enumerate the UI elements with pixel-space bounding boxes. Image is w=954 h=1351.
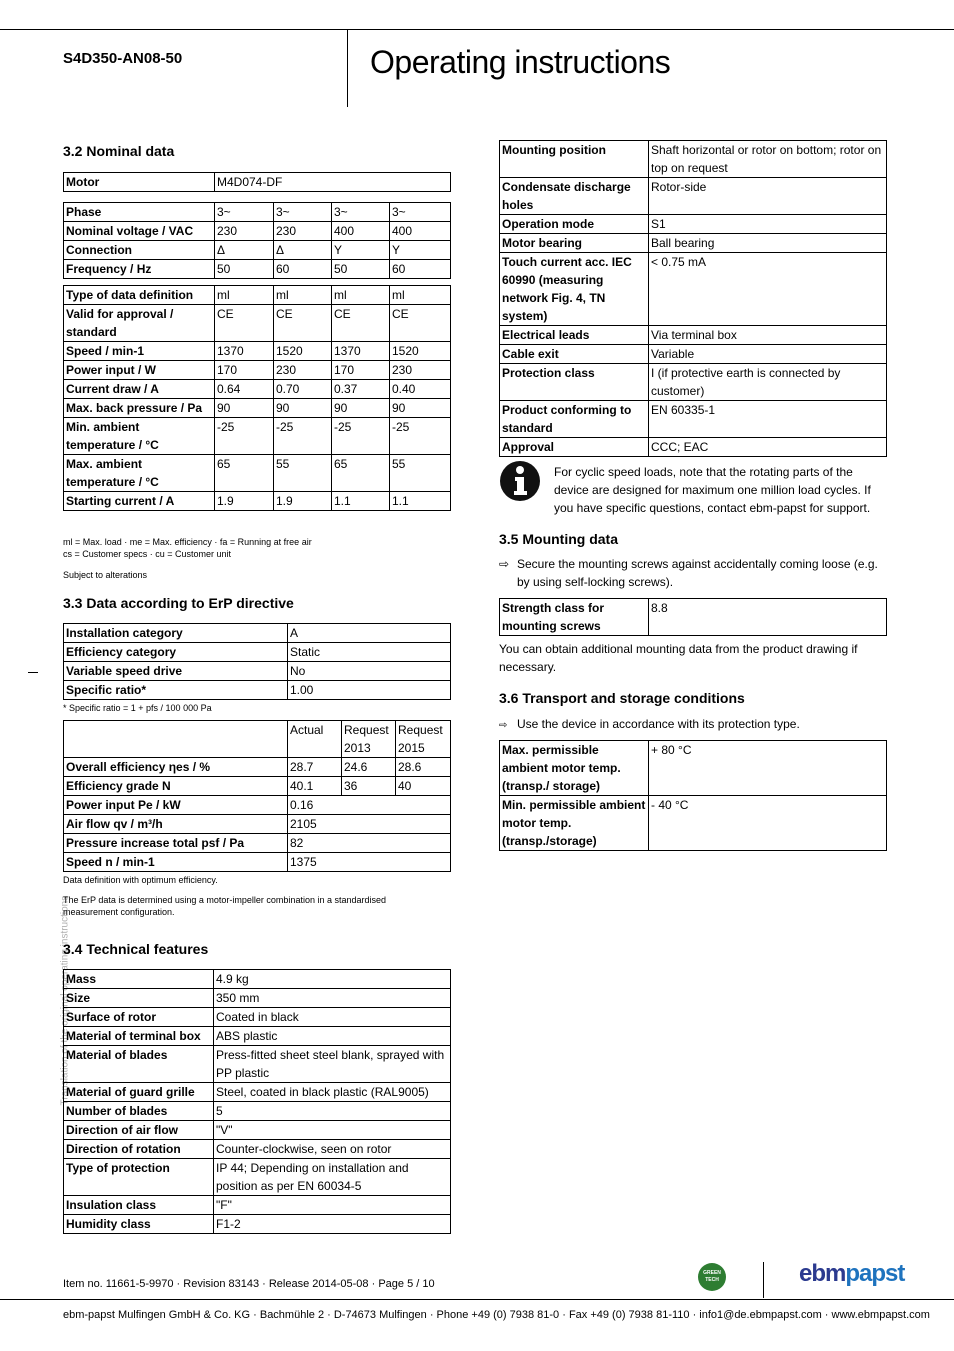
footer-divider: [763, 1262, 764, 1298]
table-row: [64, 1196, 451, 1215]
mounting-bullet: [499, 555, 889, 591]
footer-rule: [0, 1299, 954, 1300]
header-divider: [347, 29, 348, 107]
row-label: Overall efficiency ηes / %: [64, 758, 288, 777]
bullet-text: Secure the mounting screws against accidentally coming loose (e.g. by using self-locking screws).: [517, 557, 878, 589]
row-value: 40.1: [288, 777, 342, 796]
row-value: ml: [274, 286, 332, 305]
row-value: 90: [390, 399, 451, 418]
row-label: Speed / min-1: [64, 342, 215, 361]
row-value: Shaft horizontal or rotor on bottom; rotor on top on request: [649, 141, 887, 178]
row-value: 4.9 kg: [214, 970, 451, 989]
row-value: Variable: [649, 345, 887, 364]
row-value: Coated in black: [214, 1008, 451, 1027]
row-value: 230: [274, 361, 332, 380]
table-row: [64, 203, 451, 222]
row-value: 90: [215, 399, 274, 418]
table-row: [64, 624, 451, 643]
table-row: [500, 364, 887, 401]
abbreviation-note-1: ml = Max. load · me = Max. efficiency · fa = Running at free air: [63, 537, 312, 547]
arrow-icon: ⇨: [499, 557, 510, 571]
row-value: ABS plastic: [214, 1027, 451, 1046]
row-value: 170: [215, 361, 274, 380]
row-value: 90: [332, 399, 390, 418]
row-value: 8.8: [649, 599, 887, 636]
row-value: IP 44; Depending on installation and position as per EN 60034-5: [214, 1159, 451, 1196]
table-row: [500, 215, 887, 234]
table-row: [64, 970, 451, 989]
table-row: [64, 662, 451, 681]
performance-table: [63, 285, 451, 511]
row-value: 5: [214, 1102, 451, 1121]
row-label: Direction of air flow: [64, 1121, 214, 1140]
bullet-text: Use the device in accordance with its protection type.: [517, 717, 800, 731]
row-label: Motor: [64, 173, 215, 192]
row-value: 60: [390, 260, 451, 279]
table-row: [500, 326, 887, 345]
ebmpapst-logo: [799, 1260, 904, 1288]
table-row: [500, 438, 887, 457]
table-row: [64, 1159, 451, 1196]
row-label: Material of blades: [64, 1046, 214, 1083]
row-label: Max. ambient temperature / °C: [64, 455, 215, 492]
page-title: Operating instructions: [370, 44, 671, 80]
table-row: [500, 741, 887, 796]
row-label: Material of terminal box: [64, 1027, 214, 1046]
row-label: Efficiency grade N: [64, 777, 288, 796]
table-row: [64, 361, 451, 380]
alteration-note: Subject to alterations: [63, 570, 148, 580]
row-value: Counter-clockwise, seen on rotor: [214, 1140, 451, 1159]
table-row: [64, 399, 451, 418]
row-value: - 40 °C: [649, 796, 887, 851]
row-value: 60: [274, 260, 332, 279]
row-value: F1-2: [214, 1215, 451, 1234]
row-value: CE: [274, 305, 332, 342]
specific-ratio-note: * Specific ratio = 1 + pfs / 100 000 Pa: [63, 703, 212, 713]
table-row: [500, 345, 887, 364]
table-row: [64, 815, 451, 834]
row-label: Insulation class: [64, 1196, 214, 1215]
row-label: Motor bearing: [500, 234, 649, 253]
row-label: Speed n / min-1: [64, 853, 288, 872]
row-value: 2105: [288, 815, 451, 834]
erp-category-table: [63, 623, 451, 700]
row-label: Type of data definition: [64, 286, 215, 305]
row-label: Number of blades: [64, 1102, 214, 1121]
row-value: "F": [214, 1196, 451, 1215]
table-row: [64, 1140, 451, 1159]
column-header: Request 2015: [396, 721, 451, 758]
table-row: [64, 286, 451, 305]
row-value: -25: [390, 418, 451, 455]
row-value: 400: [390, 222, 451, 241]
row-value: Press-fitted sheet steel blank, sprayed with PP plastic: [214, 1046, 451, 1083]
row-label: Surface of rotor: [64, 1008, 214, 1027]
motor-table: [63, 172, 451, 192]
row-value: ml: [390, 286, 451, 305]
row-label: Direction of rotation: [64, 1140, 214, 1159]
row-value: ml: [332, 286, 390, 305]
row-label: Cable exit: [500, 345, 649, 364]
table-row: [64, 989, 451, 1008]
table-row: [64, 455, 451, 492]
row-value: Y: [332, 241, 390, 260]
row-label: Max. back pressure / Pa: [64, 399, 215, 418]
logo-part-papst: papst: [845, 1260, 905, 1287]
row-value: Δ: [215, 241, 274, 260]
section-heading-technical-features: 3.4 Technical features: [63, 941, 209, 957]
row-value: 55: [274, 455, 332, 492]
row-value: -25: [332, 418, 390, 455]
row-value: 3~: [274, 203, 332, 222]
row-label: Air flow qv / m³/h: [64, 815, 288, 834]
section-heading-transport-storage: 3.6 Transport and storage conditions: [499, 690, 745, 706]
row-value: 0.70: [274, 380, 332, 399]
row-label: Installation category: [64, 624, 288, 643]
table-row: [64, 758, 451, 777]
row-value: 400: [332, 222, 390, 241]
row-value: -25: [215, 418, 274, 455]
row-value: 28.6: [396, 758, 451, 777]
info-note: For cyclic speed loads, note that the rotating parts of the device are designed for maximum one million load cycles. If you have specific questions, contact ebm-papst for support.: [554, 465, 871, 515]
table-row: [64, 643, 451, 662]
row-value: 3~: [215, 203, 274, 222]
table-row: [64, 1102, 451, 1121]
row-value: 50: [215, 260, 274, 279]
table-row: [64, 222, 451, 241]
erp-efficiency-table: [63, 720, 451, 872]
row-label: Protection class: [500, 364, 649, 401]
row-value: 1375: [288, 853, 451, 872]
technical-features-table: [63, 969, 451, 1234]
table-row: [64, 834, 451, 853]
table-row: [64, 853, 451, 872]
row-value: 1520: [390, 342, 451, 361]
table-row: [64, 1121, 451, 1140]
table-row: [500, 234, 887, 253]
row-value: CE: [390, 305, 451, 342]
table-row: [64, 1215, 451, 1234]
row-label: Mounting position: [500, 141, 649, 178]
row-value: 1.9: [215, 492, 274, 511]
row-label: Power input / W: [64, 361, 215, 380]
table-row: [500, 796, 887, 851]
header-top-rule: [0, 29, 954, 30]
row-value: 65: [215, 455, 274, 492]
section-heading-mounting-data: 3.5 Mounting data: [499, 531, 618, 547]
table-row: [64, 342, 451, 361]
table-row: [64, 380, 451, 399]
abbreviation-note-2: cs = Customer specs · cu = Customer unit: [63, 549, 232, 559]
row-value: 0.40: [390, 380, 451, 399]
row-label: Touch current acc. IEC 60990 (measuring network Fig. 4, TN system): [500, 253, 649, 326]
table-row: [500, 253, 887, 326]
erp-note-1: Data definition with optimum efficiency.: [63, 875, 218, 885]
row-value: 28.7: [288, 758, 342, 777]
row-label: Connection: [64, 241, 215, 260]
row-value: Δ: [274, 241, 332, 260]
row-label: Product conforming to standard: [500, 401, 649, 438]
side-text: Translation of the original operating instructions: [59, 895, 71, 1106]
row-value: Ball bearing: [649, 234, 887, 253]
table-row: [500, 178, 887, 215]
header-empty-cell: [64, 721, 288, 758]
row-label: Variable speed drive: [64, 662, 288, 681]
row-value: 230: [215, 222, 274, 241]
row-label: Operation mode: [500, 215, 649, 234]
row-value: No: [288, 662, 451, 681]
row-value: "V": [214, 1121, 451, 1140]
row-value: 36: [342, 777, 396, 796]
technical-features-continued-table: [499, 140, 887, 457]
table-row: [500, 141, 887, 178]
table-row: [64, 1046, 451, 1083]
table-row: [64, 1008, 451, 1027]
row-value: 1.1: [332, 492, 390, 511]
row-value: 1370: [215, 342, 274, 361]
table-row: [64, 1027, 451, 1046]
row-label: Max. permissible ambient motor temp. (transp./ storage): [500, 741, 649, 796]
row-value: Y: [390, 241, 451, 260]
row-value: 230: [274, 222, 332, 241]
row-value: CCC; EAC: [649, 438, 887, 457]
row-label: Current draw / A: [64, 380, 215, 399]
table-row: [64, 777, 451, 796]
row-label: Valid for approval / standard: [64, 305, 215, 342]
column-header: Actual: [288, 721, 342, 758]
row-label: Approval: [500, 438, 649, 457]
row-value: 0.16: [288, 796, 451, 815]
row-label: Starting current / A: [64, 492, 215, 511]
row-value: + 80 °C: [649, 741, 887, 796]
row-value: I (if protective earth is connected by customer): [649, 364, 887, 401]
table-row: [64, 1083, 451, 1102]
row-value: CE: [215, 305, 274, 342]
row-label: Strength class for mounting screws: [500, 599, 649, 636]
transport-bullet: [499, 715, 889, 735]
row-value: 90: [274, 399, 332, 418]
column-header: Request 2013: [342, 721, 396, 758]
row-value: Static: [288, 643, 451, 662]
row-value: 40: [396, 777, 451, 796]
row-label: Type of protection: [64, 1159, 214, 1196]
erp-note-2: The ErP data is determined using a motor-impeller combination in a standardised measurement configuration.: [63, 895, 387, 917]
row-value: 3~: [332, 203, 390, 222]
electrical-table: [63, 202, 451, 279]
row-value: 82: [288, 834, 451, 853]
table-row: [64, 305, 451, 342]
row-value: 65: [332, 455, 390, 492]
section-heading-nominal-data: 3.2 Nominal data: [63, 143, 175, 159]
row-label: Pressure increase total psf / Pa: [64, 834, 288, 853]
table-row: [64, 681, 451, 700]
table-row: [64, 260, 451, 279]
row-value: 1.00: [288, 681, 451, 700]
table-row: [64, 173, 451, 192]
row-value: S1: [649, 215, 887, 234]
mounting-paragraph: You can obtain additional mounting data from the product drawing if necessary.: [499, 642, 858, 674]
row-value: 1520: [274, 342, 332, 361]
row-value: -25: [274, 418, 332, 455]
row-value: 24.6: [342, 758, 396, 777]
row-label: Phase: [64, 203, 215, 222]
row-label: Material of guard grille: [64, 1083, 214, 1102]
table-row: [64, 796, 451, 815]
row-label: Frequency / Hz: [64, 260, 215, 279]
row-label: Min. ambient temperature / °C: [64, 418, 215, 455]
row-value: 350 mm: [214, 989, 451, 1008]
table-row: [500, 599, 887, 636]
page-marker: [28, 672, 38, 673]
transport-storage-table: [499, 740, 887, 851]
row-value: EN 60335-1: [649, 401, 887, 438]
row-label: Min. permissible ambient motor temp. (transp./storage): [500, 796, 649, 851]
row-value: 230: [390, 361, 451, 380]
row-value: 170: [332, 361, 390, 380]
row-label: Specific ratio*: [64, 681, 288, 700]
section-heading-erp: 3.3 Data according to ErP directive: [63, 595, 294, 611]
arrow-icon: ⇨: [499, 720, 508, 731]
table-header-row: [64, 721, 451, 758]
row-label: Nominal voltage / VAC: [64, 222, 215, 241]
row-label: Efficiency category: [64, 643, 288, 662]
row-value: 3~: [390, 203, 451, 222]
row-label: Mass: [64, 970, 214, 989]
row-value: Steel, coated in black plastic (RAL9005): [214, 1083, 451, 1102]
row-label: Humidity class: [64, 1215, 214, 1234]
row-value: Rotor-side: [649, 178, 887, 215]
row-value: A: [288, 624, 451, 643]
row-label: Electrical leads: [500, 326, 649, 345]
row-value: CE: [332, 305, 390, 342]
model-number: S4D350-AN08-50: [63, 50, 183, 67]
mounting-table: [499, 598, 887, 636]
table-row: [64, 418, 451, 455]
table-row: [64, 492, 451, 511]
row-value: 55: [390, 455, 451, 492]
table-row: [500, 401, 887, 438]
row-label: Power input Pe / kW: [64, 796, 288, 815]
document-info: Item no. 11661-5-9970 · Revision 83143 · Release 2014-05-08 · Page 5 / 10: [63, 1278, 435, 1290]
row-value: M4D074-DF: [215, 173, 451, 192]
row-value: < 0.75 mA: [649, 253, 887, 326]
row-label: Size: [64, 989, 214, 1008]
greentech-logo: GREEN TECH: [698, 1263, 726, 1291]
row-label: Condensate discharge holes: [500, 178, 649, 215]
row-value: Via terminal box: [649, 326, 887, 345]
info-icon: [499, 460, 541, 502]
logo-part-ebm: ebm: [799, 1260, 846, 1287]
row-value: 1.9: [274, 492, 332, 511]
row-value: 1.1: [390, 492, 451, 511]
row-value: ml: [215, 286, 274, 305]
table-row: [64, 241, 451, 260]
row-value: 0.37: [332, 380, 390, 399]
company-address: ebm-papst Mulfingen GmbH & Co. KG · Bachmühle 2 · D-74673 Mulfingen · Phone +49 (0) 7938 81-0 · Fax +49 (0) 7938 81-110 · info1@de.ebmpapst.com · www.ebmpapst.com: [63, 1309, 930, 1321]
row-value: 50: [332, 260, 390, 279]
row-value: 1370: [332, 342, 390, 361]
row-value: 0.64: [215, 380, 274, 399]
